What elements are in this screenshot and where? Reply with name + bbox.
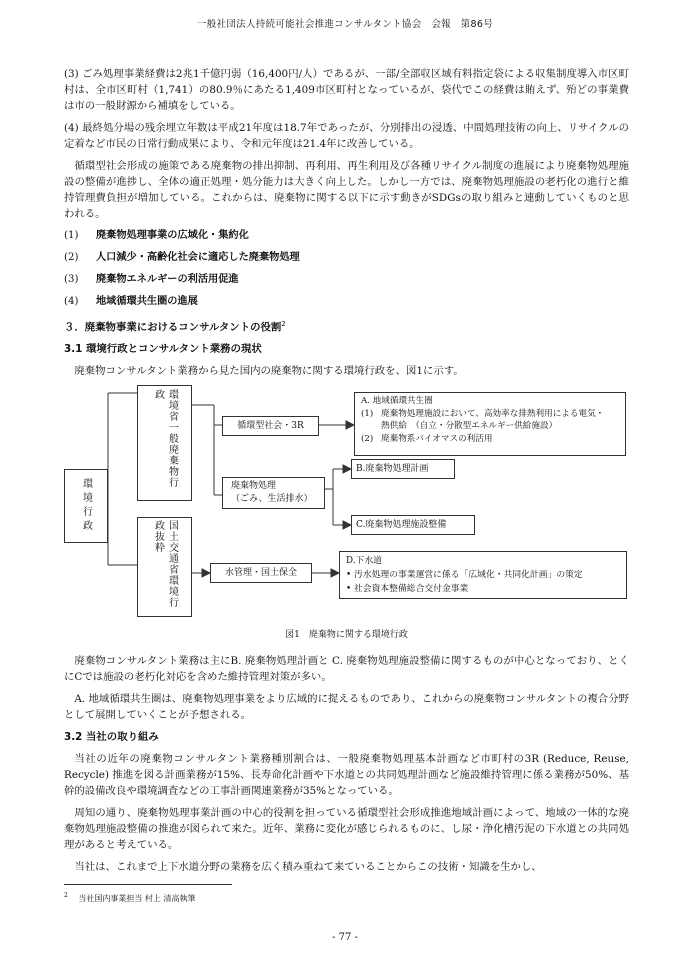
paragraph-intro-list: 循環型社会形成の施策である廃棄物の排出抑制、再利用、再生利用及び各種リサイクル制度の進展により廃棄物処理施設の整備が進捗し、全体の適正処理・処分能力は大きく向上した。しかし一方では、廃棄物処理施設の老朽化の進行と維持管理費負担が増加している。これからは、廃棄物に関する以下に示す動きがSDGsの取り組みと連動していくものと思われる。 (64, 160, 629, 220)
list-item: (1) 廃棄物処理事業の広域化・集約化 (64, 230, 249, 241)
box-mizu-kanri: 水管理・国土保全 (210, 563, 312, 583)
box-ministry-environment: 環境省一般廃棄物行政 (137, 385, 192, 501)
section-heading-3-1: 3.1 環境行政とコンサルタント業務の現状 (64, 343, 262, 356)
paragraph-company-ratio: 当社の近年の廃棄物コンサルタント業務種別割合は、一般廃棄物処理基本計画など市町村の3R (Reduce, Reuse, Recycle) 推進を図る計画業務が15%、長寿命化計画や下水道との共同処理計画など施設維持管理に係る業務が50%、基幹的設備改良や環境調査などの工事計画関連業務が35%となっている。 (64, 753, 629, 798)
footnote-divider (64, 884, 232, 885)
box-d-sewer: D.下水道 • 汚水処理の事業運営に係る「広域化・共同化計画」の策定 • 社会資本整備総合交付金事業 (339, 551, 627, 599)
list-item: (3) 廃棄物エネルギーの利活用促進 (64, 274, 239, 285)
section-heading-3-2: 3.2 当社の取り組み (64, 731, 159, 744)
list-item: (4) 地域循環共生圏の進展 (64, 296, 198, 307)
box-ministry-land: 国土交通省環境行政抜粋 (137, 517, 192, 617)
paragraph-consultant-bc: 廃棄物コンサルタント業務は主にB. 廃棄物処理計画と C. 廃棄物処理施設整備に関するものが中心となっており、とくにCでは施設の老朽化対応を含めた維持管理対策が多い。 (64, 655, 629, 684)
box-c-facility: C.廃棄物処理施設整備 (351, 515, 475, 535)
figure-diagram (64, 385, 629, 623)
paragraph-3: (3) ごみ処理事業経費は2兆1千億円弱（16,400円/人）であるが、一部/全部収区域有料指定袋による収集制度導入市区町村は、全市区町村（1,741）の80.9％にあたる1,409市区町村となっているが、袋代でこの経費は賄えず、殆どの事業費は市の一般財源から補填をしている。 (64, 68, 629, 112)
box-junkan-3r: 循環型社会・3R (222, 416, 319, 436)
box-a-region: A. 地域循環共生圏 (1) 廃棄物処理施設において、高効率な排熱利用による電気・ 熱供給 （自立・分散型エネルギー供給施設） (2) 廃棄物系バイオマスの利活用 (354, 392, 626, 456)
figure-caption: 図1 廃棄物に関する環境行政 (285, 630, 408, 641)
paragraph-figure-intro: 廃棄物コンサルタント業務から見た国内の廃棄物に関する環境行政を、図1に示す。 (74, 365, 464, 378)
page-number: - 77 - (332, 932, 358, 943)
paragraph-company-tech: 当社は、これまで上下水道分野の業務を広く積み重ねて来ていることからこの技術・知識を生かし、 (74, 861, 542, 874)
page-header: 一般社団法人持続可能社会推進コンサルタント協会 会報 第86号 (196, 19, 494, 30)
paragraph-company-plan: 周知の通り、廃棄物処理事業計画の中心的役割を担っている循環型社会形成推進地域計画によって、地域の一体的な廃棄物処理施設整備の推進が図られて来た。近年、業務に変化が感じられるものに、し尿・浄化槽汚泥の下水道との共同処理があると考えている。 (64, 807, 629, 852)
paragraph-consultant-a: A. 地域循環共生圏は、廃棄物処理事業をより広域的に捉えるものであり、これからの廃棄物コンサルタントの複合分野として展開していくことが予想される。 (64, 693, 629, 722)
section-heading-3: ３．廃棄物事業におけるコンサルタントの役割$^2$ (64, 320, 286, 334)
box-haikibutsu-shori: 廃棄物処理 （ごみ、生活排水） (222, 477, 325, 509)
box-kankyo-gyousei: 環境行政 (64, 469, 108, 543)
paragraph-4: (4) 最終処分場の残余埋立年数は平成21年度は18.7年であったが、分別排出の浸透、中間処理技術の向上、リサイクルの定着など市民の日常行動成果により、令和元年度は21.4年に改善している。 (64, 122, 629, 150)
list-item: (2) 人口減少・高齢化社会に適応した廃棄物処理 (64, 252, 300, 263)
footnote: $^2$ 当社国内事業担当 村上 清高執筆 (64, 892, 196, 903)
main-content (64, 66, 629, 881)
box-b-plan: B.廃棄物処理計画 (351, 459, 455, 479)
